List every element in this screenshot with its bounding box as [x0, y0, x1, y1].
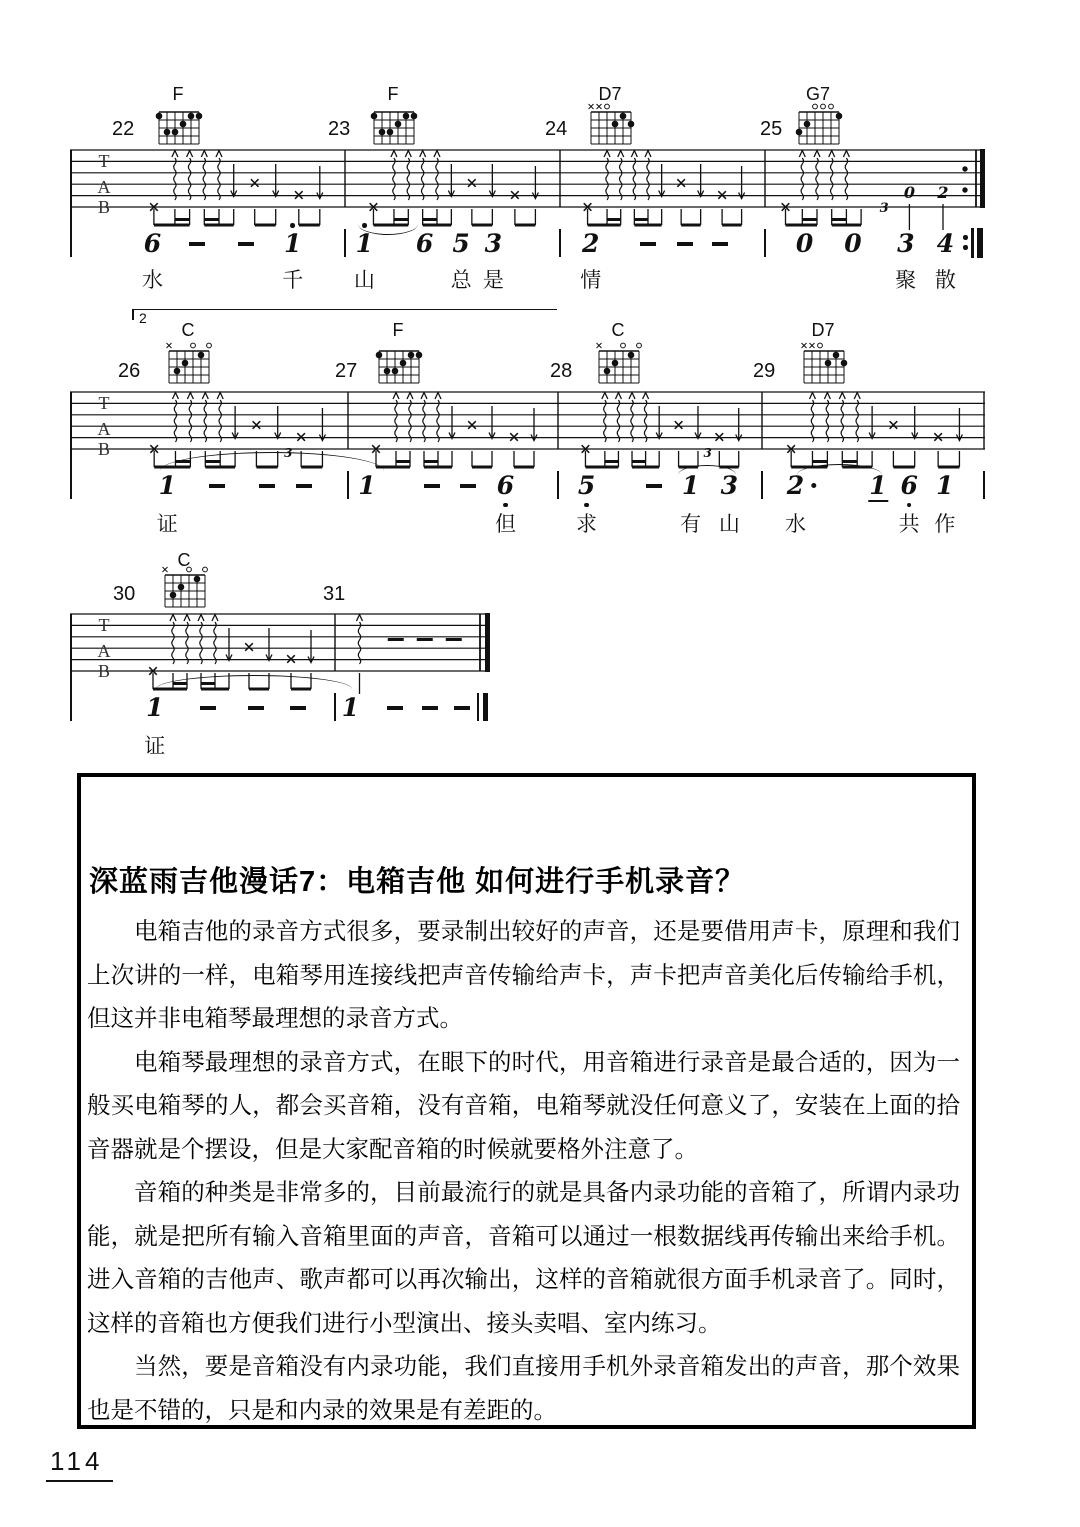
tab-letter: T: [98, 393, 110, 413]
measure-number: 28: [550, 360, 573, 382]
jianpu-barline: [483, 693, 488, 721]
svg-text:3: 3: [284, 446, 293, 460]
jianpu-digit: 2: [786, 471, 805, 500]
article-paragraph-4: 当然，要是音箱没有内录功能，我们直接用手机外录音箱发出的声音，那个效果也是不错的，只是和内录的效果是有差距的。: [87, 1353, 960, 1423]
jianpu-note: [796, 231, 813, 256]
chord-label: F: [172, 84, 184, 104]
lyric-syllable: 证: [144, 734, 166, 758]
chord-label: C: [181, 320, 195, 340]
jianpu-note: [900, 473, 917, 498]
jianpu-digit: 1: [146, 693, 164, 722]
chord-grid: [582, 99, 640, 149]
chord-grid: [150, 99, 208, 149]
tab-staff-svg: [70, 612, 496, 704]
jianpu-digit: 0: [795, 229, 814, 258]
jianpu-note: [356, 231, 373, 256]
octave-dot-low: [907, 503, 912, 508]
chord-label: C: [177, 550, 191, 570]
jianpu-repeat-end: [957, 229, 985, 257]
chord-grid: [795, 338, 853, 388]
jianpu-digit: 1: [158, 471, 176, 500]
chord-diagram: [795, 338, 853, 393]
tab-letter: T: [98, 151, 110, 171]
jianpu-dash: [296, 484, 312, 488]
jianpu-digit: 3: [897, 229, 915, 258]
measure-number: 25: [760, 118, 783, 140]
octave-dot-low: [584, 503, 589, 508]
repeat-mark: [977, 228, 983, 258]
chord-grid: [365, 99, 423, 149]
measure-number: 27: [335, 360, 358, 382]
tab-staff: [70, 148, 991, 240]
chord-diagram: [590, 338, 648, 393]
svg-text:3: 3: [703, 446, 712, 460]
tab-staff-svg: [70, 148, 991, 240]
chord-diagram: [160, 338, 218, 393]
svg-text:3: 3: [879, 201, 889, 216]
jianpu-note: [146, 695, 163, 720]
measure-number: 26: [118, 360, 141, 382]
article-box: [77, 773, 976, 1429]
lyric-syllable: 水: [142, 268, 163, 292]
lyric-syllable: 千: [282, 268, 304, 292]
jianpu-note: [358, 473, 375, 498]
chord-diagram: [365, 99, 423, 154]
lyric-syllable: 作: [934, 512, 956, 536]
lyric-syllable: 山: [718, 512, 740, 536]
jianpu-note: [682, 473, 699, 498]
chord-label: F: [392, 320, 404, 340]
chord-label: D7: [598, 84, 622, 104]
tab-letter: B: [97, 439, 111, 459]
eighth-underline: [868, 500, 888, 502]
jianpu-dash: [677, 242, 693, 246]
svg-text:2: 2: [937, 183, 949, 202]
jianpu-dash: [200, 706, 216, 710]
chord-grid: [590, 338, 648, 388]
jianpu-dash: [422, 706, 438, 710]
octave-dot-low: [503, 503, 508, 508]
jianpu-barline: [344, 229, 346, 257]
jianpu-digit: 6: [900, 471, 918, 500]
jianpu-note: [342, 695, 359, 720]
measure-number: 30: [113, 583, 136, 605]
jianpu-digit: 4: [936, 229, 955, 258]
volta-number: 2: [139, 310, 147, 326]
jianpu-digit: 6: [496, 471, 515, 500]
jianpu-digit: 3: [720, 471, 739, 500]
jianpu-digit: 1: [341, 693, 360, 722]
jianpu-dash: [712, 242, 728, 246]
jianpu-dash: [646, 484, 662, 488]
measure-number: 24: [545, 118, 568, 140]
chord-diagram: [370, 338, 428, 393]
repeat-mark: [963, 245, 968, 250]
jianpu-note: [452, 231, 469, 256]
tab-letter: A: [97, 177, 111, 197]
measure-number: 29: [753, 360, 776, 382]
jianpu-dash: [387, 706, 403, 710]
jianpu-digit: 1: [869, 471, 887, 500]
lyric-syllable: 情: [580, 268, 602, 292]
jianpu-note: [936, 473, 953, 498]
page-number: 114: [46, 1446, 113, 1482]
jianpu-note: [869, 473, 886, 498]
chord-label: F: [387, 84, 399, 104]
jianpu-digit: 5: [577, 471, 596, 500]
svg-text:0: 0: [903, 183, 915, 202]
jianpu-dash: [248, 706, 264, 710]
jianpu-digit: 6: [143, 229, 162, 258]
tab-letter: B: [97, 197, 111, 217]
jianpu-note: [485, 231, 502, 256]
jianpu-note: [416, 231, 433, 256]
volta-bracket: [132, 309, 557, 322]
article-paragraph-1: 电箱吉他的录音方式很多，要录制出较好的声音，还是要借用声卡，原理和我们上次讲的一样，电箱琴用连接线把声音传输给声卡，声卡把声音美化后传输给手机，但这并非电箱琴最理想的录音方式。: [87, 918, 960, 1031]
jianpu-note: [897, 231, 914, 256]
jianpu-digit: 1: [284, 229, 302, 258]
jianpu-note: [582, 231, 599, 256]
jianpu-barline: [557, 471, 559, 499]
jianpu-digit: 2: [582, 229, 600, 258]
jianpu-digit: 6: [415, 229, 434, 258]
measure-number: 31: [323, 583, 346, 605]
repeat-mark: [963, 235, 968, 240]
lyric-syllable: 共: [898, 512, 920, 536]
jianpu-note: [284, 231, 301, 256]
jianpu-note: [578, 473, 595, 498]
jianpu-note: [144, 231, 161, 256]
jianpu-note: [497, 473, 514, 498]
jianpu-barline: [983, 471, 985, 499]
jianpu-dash: [640, 242, 656, 246]
chord-label: G7: [805, 84, 830, 104]
lyric-syllable: 散: [934, 268, 956, 292]
lyric-syllable: 证: [156, 512, 178, 536]
jianpu-note: [937, 231, 954, 256]
lyric-syllable: 聚: [895, 268, 917, 292]
chord-diagram: [156, 562, 214, 617]
tab-letter: A: [97, 641, 111, 661]
jianpu-barline: [477, 693, 479, 721]
chord-grid: [790, 99, 848, 149]
measure-number: 23: [328, 118, 351, 140]
lyric-syllable: 山: [353, 268, 375, 292]
augmentation-dot: [811, 483, 816, 488]
jianpu-barline: [559, 229, 561, 257]
chord-diagram: [790, 99, 848, 154]
article-paragraph-2: 电箱琴最理想的录音方式，在眼下的时代，用音箱进行录音是最合适的，因为一般买电箱琴的人，都会买音箱，没有音箱，电箱琴就没任何意义了，安装在上面的拾音器就是个摆设，但是大家配音箱的时候就要格外注意了。: [87, 1048, 960, 1162]
jianpu-barline: [334, 693, 336, 721]
repeat-mark: [971, 228, 974, 258]
chord-grid: [370, 338, 428, 388]
article-title: 深蓝雨吉他漫话7：电箱吉他 如何进行手机录音？: [89, 866, 746, 898]
lyric-syllable: 总: [450, 268, 472, 292]
lyric-syllable: 是: [482, 268, 504, 292]
chord-diagram: [582, 99, 640, 154]
tab-staff: [70, 612, 496, 704]
chord-label: C: [611, 320, 625, 340]
jianpu-dash: [460, 484, 476, 488]
jianpu-barline: [761, 471, 763, 499]
jianpu-digit: 1: [355, 229, 374, 258]
chord-label: D7: [811, 320, 835, 340]
jianpu-dash: [238, 242, 254, 246]
jianpu-note: [721, 473, 738, 498]
jianpu-digit: 0: [844, 229, 862, 258]
lyric-syllable: 但: [495, 512, 516, 536]
jianpu-dash: [209, 484, 225, 488]
tab-letter: T: [98, 615, 110, 635]
lyric-syllable: 求: [576, 512, 598, 536]
jianpu-note: [844, 231, 861, 256]
jianpu-digit: 3: [484, 229, 503, 258]
jianpu-digit: 1: [681, 471, 700, 500]
chord-grid: [160, 338, 218, 388]
jianpu-note: [787, 473, 804, 498]
jianpu-dash: [259, 484, 275, 488]
jianpu-dash: [290, 706, 306, 710]
tab-letter: A: [97, 419, 111, 439]
chord-diagram: [150, 99, 208, 154]
jianpu-digit: 1: [358, 471, 376, 500]
jianpu-dash: [454, 706, 470, 710]
octave-dot-high: [291, 223, 296, 228]
jianpu-digit: 1: [936, 471, 954, 500]
jianpu-dash: [424, 484, 440, 488]
jianpu-dash: [189, 242, 205, 246]
lyric-syllable: 有: [680, 512, 702, 536]
measure-number: 22: [112, 118, 135, 140]
article-paragraph-3: 音箱的种类是非常多的，目前最流行的就是具备内录功能的音箱了，所谓内录功能，就是把所有输入音箱里面的声音，音箱可以通过一根数据线再传输出来给手机。进入音箱的吉他声、歌声都可以再次输出，这样的音箱就很方面手机录音了。同时，这样的音箱也方便我们进行小型演出、接头卖唱、室内练习。: [87, 1179, 960, 1336]
volta-bracket-tick: [132, 309, 134, 320]
lyric-syllable: 水: [784, 512, 806, 536]
jianpu-digit: 5: [452, 229, 470, 258]
chord-grid: [156, 562, 214, 612]
jianpu-note: [159, 473, 176, 498]
jianpu-barline: [347, 471, 349, 499]
tab-letter: B: [97, 661, 111, 681]
jianpu-barline: [764, 229, 766, 257]
